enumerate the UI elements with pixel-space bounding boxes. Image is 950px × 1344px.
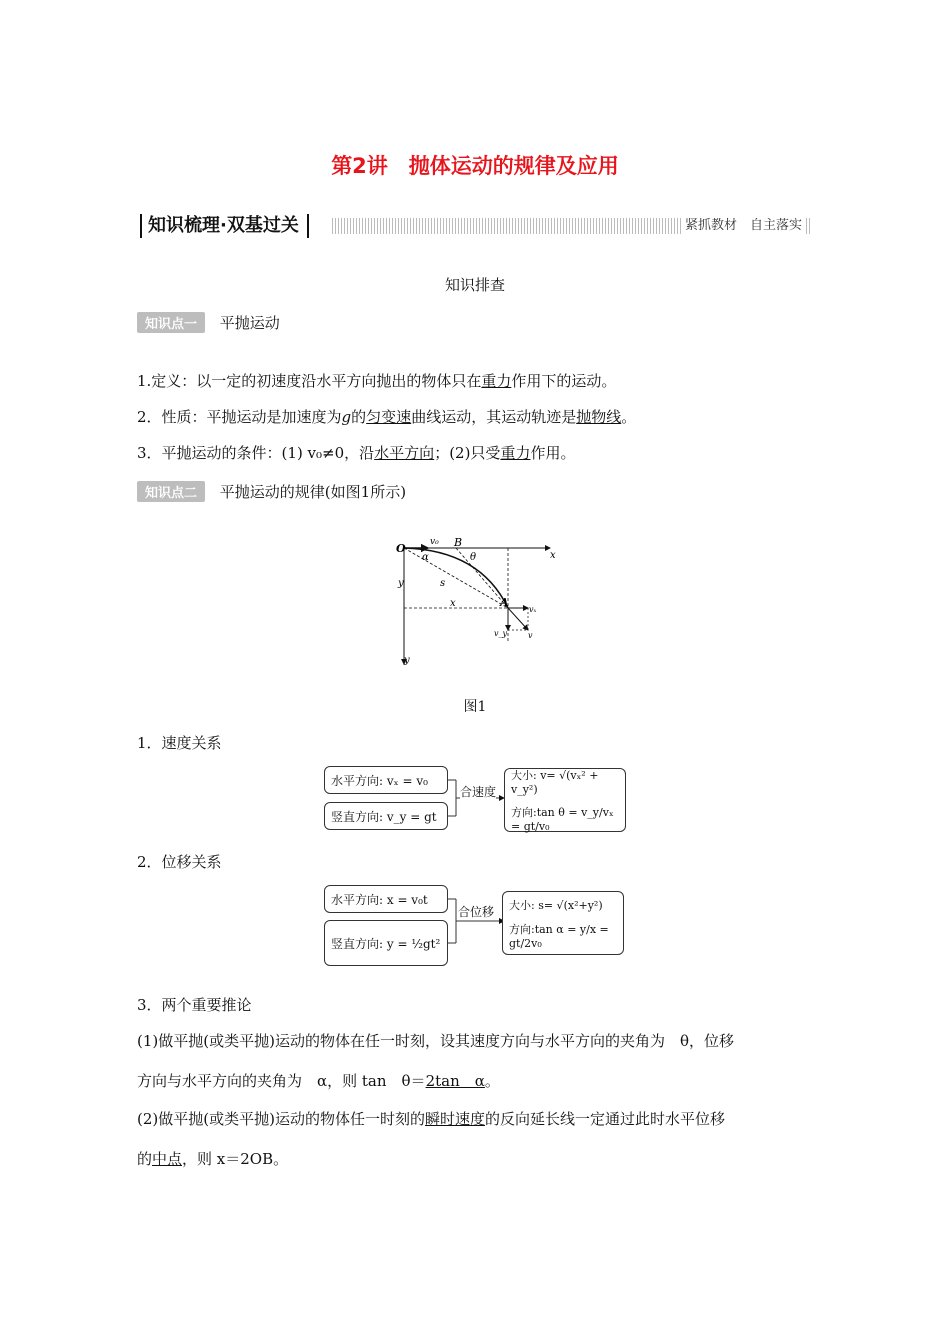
svg-text:vₓ: vₓ xyxy=(529,605,537,614)
vel-vertical-box: 竖直方向: v_y = gt xyxy=(324,802,448,830)
banner-right-label: 紧抓教材 自主落实 xyxy=(681,216,806,236)
svg-text:v_y: v_y xyxy=(494,629,508,638)
inference-2-line-2: 的中点，则 x＝2OB。 xyxy=(137,1150,289,1168)
inference-1-line-2: 方向与水平方向的夹角为 α，则 tan θ＝2tan α。 xyxy=(137,1072,500,1090)
inference-2-line-1: (2)做平抛(或类平抛)运动的物体任一时刻的瞬时速度的反向延长线一定通过此时水平位移 xyxy=(137,1110,725,1128)
displacement-line xyxy=(404,548,508,608)
disp-horizontal-box: 水平方向: x = v₀t xyxy=(324,885,448,913)
svg-text:y: y xyxy=(398,578,404,589)
kp1-item-3: 3．平抛运动的条件：(1) v₀≠0，沿水平方向；(2)只受重力作用。 xyxy=(137,444,576,462)
velocity-heading: 1．速度关系 xyxy=(137,734,222,752)
banner-left-label: 知识梳理·双基过关 xyxy=(140,214,309,238)
inference-1-line-1: (1)做平抛(或类平抛)运动的物体在任一时刻，设其速度方向与水平方向的夹角为 θ，位移 xyxy=(137,1032,734,1050)
svg-text:α: α xyxy=(422,552,429,563)
figure-caption: 图1 xyxy=(463,699,487,715)
svg-text:θ: θ xyxy=(470,552,477,563)
vel-horizontal-box: 水平方向: vₓ = v₀ xyxy=(324,766,448,794)
kp2-title: 平抛运动的规律(如图1所示) xyxy=(219,483,407,501)
v-arrow xyxy=(508,608,528,630)
kp1-heading xyxy=(137,312,280,333)
disp-vertical-box: 竖直方向: y = ½gt² xyxy=(324,920,448,966)
kp1-item-1: 1.定义：以一定的初速度沿水平方向抛出的物体只在重力作用下的运动。 xyxy=(137,372,617,390)
svg-text:v: v xyxy=(528,631,533,640)
section-banner xyxy=(140,212,810,240)
vel-size: 大小: v= √(vₓ² + v_y²) xyxy=(511,769,599,796)
svg-text:y: y xyxy=(404,655,410,666)
displacement-heading: 2．位移关系 xyxy=(137,853,222,871)
inference-heading: 3．两个重要推论 xyxy=(137,996,252,1014)
disp-direction: 方向:tan α = y/x = gt/2v₀ xyxy=(509,922,609,950)
kp2-tag: 知识点二 xyxy=(137,481,205,502)
vel-combine-label: 合速度 xyxy=(460,785,497,799)
svg-text:O: O xyxy=(396,542,406,555)
disp-size: 大小: s= √(x²+y²) xyxy=(509,898,603,912)
vel-direction: 方向:tan θ = v_y/vₓ = gt/v₀ xyxy=(511,806,614,833)
kp1-item-2: 2．性质：平抛运动是加速度为g的匀变速曲线运动，其运动轨迹是抛物线。 xyxy=(137,408,637,426)
svg-text:s: s xyxy=(440,578,446,589)
disp-result-box xyxy=(502,891,624,955)
svg-text:v₀: v₀ xyxy=(430,537,439,547)
svg-text:B: B xyxy=(454,536,463,549)
kp2-heading xyxy=(137,481,406,502)
kp1-title: 平抛运动 xyxy=(219,314,280,332)
kp1-tag: 知识点一 xyxy=(137,312,205,333)
svg-text:x: x xyxy=(450,598,456,609)
section-heading: 知识排查 xyxy=(444,276,505,294)
svg-text:A: A xyxy=(500,596,509,609)
vel-result-box xyxy=(504,768,626,832)
page-title: 第2讲 抛体运动的规律及应用 xyxy=(331,154,619,178)
projectile-figure xyxy=(390,532,570,672)
disp-combine-label: 合位移 xyxy=(458,905,495,919)
disp-connector xyxy=(448,885,508,967)
svg-text:x: x xyxy=(550,550,556,561)
